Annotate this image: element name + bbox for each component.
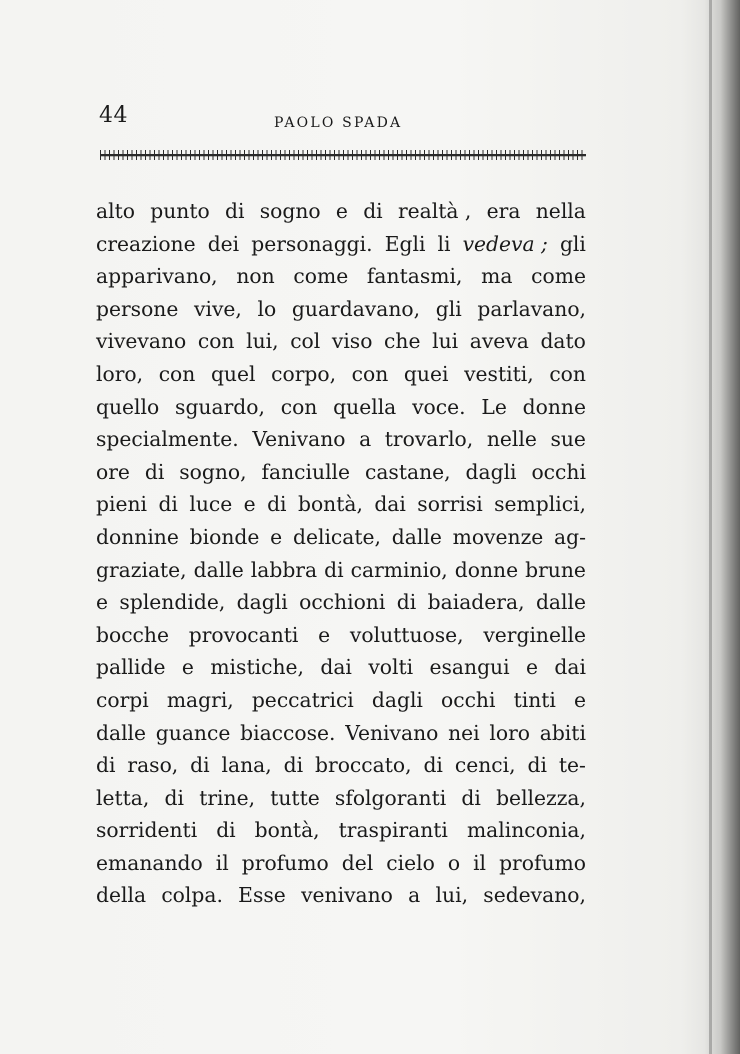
word: e — [318, 622, 331, 647]
word: vive, — [194, 296, 242, 321]
text-line — [96, 684, 586, 717]
word: di — [267, 492, 287, 517]
text-line — [96, 717, 586, 750]
text-line — [96, 260, 586, 293]
text-line — [96, 651, 586, 684]
word: personaggi. — [251, 231, 373, 256]
word: provocanti — [188, 622, 299, 647]
word: nella — [535, 199, 586, 223]
text-line — [96, 749, 586, 782]
word: dai — [554, 655, 586, 680]
word: viso — [331, 329, 373, 354]
word: di — [527, 753, 547, 778]
word: di — [96, 753, 116, 778]
word: o — [447, 850, 461, 875]
body-text — [96, 195, 586, 912]
word: letta, — [96, 785, 150, 810]
word: di — [164, 785, 184, 810]
word: te- — [558, 753, 586, 778]
word: voce. — [412, 394, 466, 419]
word: corpo, — [271, 361, 337, 386]
word: parlavano, — [477, 296, 586, 321]
text-line — [96, 195, 586, 228]
word: voluttuose, — [349, 622, 464, 647]
word: castane, — [364, 459, 451, 484]
word: dagli — [465, 459, 517, 484]
word: vedeva ; — [462, 231, 548, 256]
word: cenci, — [454, 753, 516, 778]
word: li — [437, 231, 451, 256]
word: semplici, — [494, 492, 586, 517]
word: donne — [522, 394, 586, 419]
word: che — [384, 329, 421, 354]
word: di — [283, 753, 304, 778]
word: e — [270, 524, 283, 549]
word: dato — [540, 329, 586, 354]
word: bellezza, — [496, 785, 586, 810]
text-line — [96, 879, 586, 912]
word: sguardo, — [175, 394, 265, 419]
word: a — [408, 883, 421, 908]
word: e — [526, 655, 539, 680]
word: graziate, — [96, 557, 187, 582]
word: tinti — [513, 687, 556, 712]
word: bontà, — [297, 492, 363, 517]
word: loro — [489, 720, 530, 745]
word: ag- — [554, 524, 586, 549]
word: dai — [374, 492, 406, 517]
word: donnine — [96, 524, 179, 549]
word: dalle — [193, 557, 244, 582]
word: traspiranti — [338, 818, 448, 843]
word: donne — [454, 557, 519, 582]
word: il — [473, 850, 487, 875]
word: loro, — [96, 361, 144, 386]
word: lui, — [435, 883, 469, 908]
word: come — [293, 264, 349, 289]
word: non — [236, 264, 275, 289]
word: cielo — [386, 850, 435, 875]
word: quella — [333, 394, 397, 419]
text-line — [96, 456, 586, 489]
word: di — [461, 785, 481, 810]
word: quello — [96, 394, 160, 419]
text-line — [96, 358, 586, 391]
word: di — [324, 557, 344, 582]
word: di — [216, 818, 236, 843]
word: e — [96, 590, 109, 615]
word: di — [144, 459, 165, 484]
word: pallide — [96, 655, 166, 680]
word: del — [341, 850, 374, 875]
binding-edge — [709, 0, 712, 1054]
word: bocche — [96, 622, 169, 647]
word: verginelle — [483, 622, 586, 647]
word: di — [190, 753, 210, 778]
word: occhi — [441, 687, 496, 712]
text-line — [96, 488, 586, 521]
word: con — [158, 361, 196, 386]
text-line — [96, 325, 586, 358]
word: lo — [257, 296, 277, 321]
word: ma — [481, 264, 513, 289]
word: fantasmi, — [366, 264, 463, 289]
text-line — [96, 228, 586, 261]
word: luce — [189, 492, 233, 517]
word: emanando — [96, 850, 203, 875]
word: trine, — [199, 785, 256, 810]
word: vestiti, — [464, 361, 534, 386]
word: il — [215, 850, 229, 875]
word: delicate, — [292, 524, 381, 549]
word: biaccose. — [240, 720, 336, 745]
word: lui — [432, 329, 459, 354]
word: corpi — [96, 687, 149, 712]
text-line — [96, 293, 586, 326]
word: di — [158, 492, 178, 517]
word: occhioni — [299, 590, 386, 615]
word: sogno — [259, 199, 321, 223]
word: con — [549, 361, 586, 386]
word: era — [486, 199, 521, 223]
text-line — [96, 423, 586, 456]
word: quei — [403, 361, 449, 386]
word: lui, — [246, 329, 279, 354]
word: col — [290, 329, 321, 354]
text-line — [96, 814, 586, 847]
word: Venivano — [252, 427, 346, 452]
word: tutte — [270, 785, 320, 810]
word: pieni — [96, 492, 148, 517]
text-line — [96, 847, 586, 880]
running-head: PAOLO SPADA — [274, 115, 403, 131]
word: peccatrici — [251, 687, 354, 712]
word: dai — [320, 655, 352, 680]
word: dagli — [371, 687, 423, 712]
text-line — [96, 391, 586, 424]
word: della — [96, 883, 147, 908]
text-line — [96, 554, 586, 587]
text-line — [96, 586, 586, 619]
word: ore — [96, 459, 130, 484]
word: profumo — [241, 850, 329, 875]
word: sorrisi — [417, 492, 483, 517]
word: dagli — [236, 590, 288, 615]
word: a — [359, 427, 372, 452]
word: persone — [96, 296, 179, 321]
word: aveva — [469, 329, 529, 354]
word: Esse — [238, 883, 286, 908]
word: dalle — [535, 590, 586, 615]
word: venivano — [301, 883, 393, 908]
word: movenze — [452, 524, 544, 549]
word: trovarlo, — [384, 427, 474, 452]
word: sue — [550, 427, 586, 452]
word: creazione — [96, 231, 196, 256]
word: dalle — [391, 524, 442, 549]
word: vivevano — [96, 329, 187, 354]
word: dalle — [96, 720, 147, 745]
word: brune — [525, 557, 586, 582]
text-line — [96, 782, 586, 815]
word: alto — [96, 199, 135, 223]
word: apparivano, — [96, 264, 218, 289]
word: gli — [559, 231, 586, 256]
word: broccato, — [315, 753, 412, 778]
word: di — [396, 590, 417, 615]
word: fanciulle — [261, 459, 351, 484]
word: di — [224, 199, 245, 223]
word: dei — [207, 231, 240, 256]
word: labbra — [250, 557, 318, 582]
word: e — [335, 199, 348, 223]
word: Venivano — [345, 720, 439, 745]
word: sorridenti — [96, 818, 198, 843]
word: sedevano, — [483, 883, 586, 908]
word: baiadera, — [427, 590, 525, 615]
word: abiti — [539, 720, 586, 745]
word: volti — [368, 655, 414, 680]
word: con — [351, 361, 389, 386]
word: Egli — [384, 231, 426, 256]
text-line — [96, 619, 586, 652]
word: guance — [155, 720, 231, 745]
word: con — [280, 394, 318, 419]
word: specialmente. — [96, 427, 239, 452]
word: Le — [481, 394, 507, 419]
word: e — [181, 655, 194, 680]
word: profumo — [499, 850, 586, 875]
word: nei — [448, 720, 480, 745]
word: carminio, — [350, 557, 448, 582]
word: colpa. — [161, 883, 223, 908]
word: quel — [210, 361, 256, 386]
word: sfolgoranti — [334, 785, 447, 810]
word: splendide, — [119, 590, 226, 615]
word: magri, — [166, 687, 234, 712]
word: realtà , — [397, 199, 472, 223]
word: bionde — [189, 524, 260, 549]
word: guardavano, — [291, 296, 421, 321]
word: occhi — [531, 459, 586, 484]
word: mistiche, — [210, 655, 304, 680]
text-line — [96, 521, 586, 554]
word: con — [197, 329, 235, 354]
word: malinconia, — [466, 818, 586, 843]
word: e — [243, 492, 256, 517]
ornamental-rule — [100, 150, 586, 160]
word: e — [573, 687, 586, 712]
page-number: 44 — [99, 103, 128, 128]
word: di — [423, 753, 443, 778]
word: come — [531, 264, 586, 289]
word: lana, — [221, 753, 272, 778]
word: sogno, — [179, 459, 247, 484]
word: di — [363, 199, 383, 223]
word: nelle — [486, 427, 537, 452]
word: gli — [435, 296, 462, 321]
word: bontà, — [254, 818, 320, 843]
word: esangui — [429, 655, 510, 680]
word: raso, — [127, 753, 179, 778]
word: punto — [150, 199, 210, 223]
